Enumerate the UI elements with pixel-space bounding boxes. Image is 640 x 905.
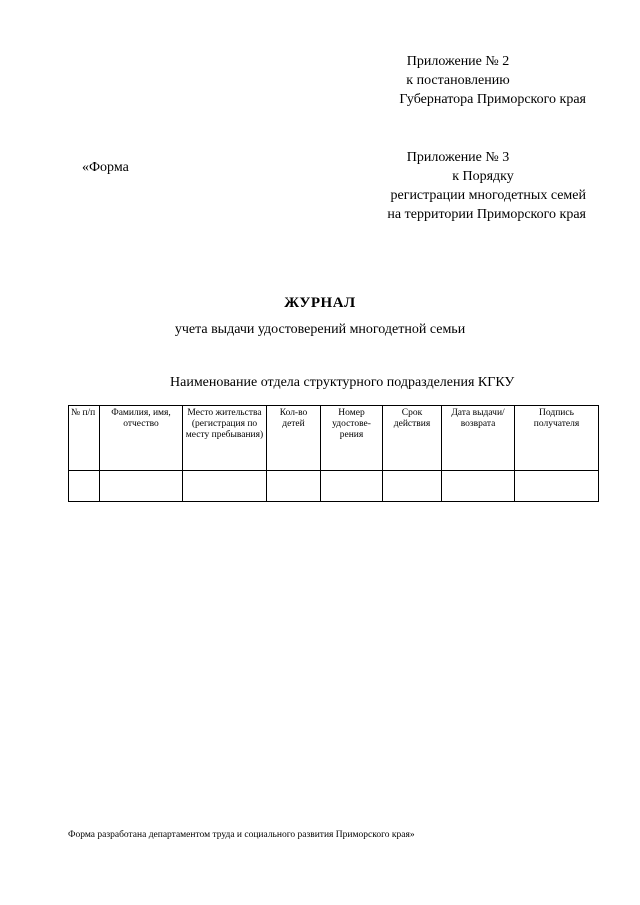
- annex-3-line1: к Порядку: [452, 169, 514, 184]
- annex-2-line2: Губернатора Приморского края: [399, 92, 586, 107]
- footer-note: Форма разработана департаментом труда и социального развития Приморского края»: [68, 830, 415, 840]
- column-header-validity: Срок действия: [383, 406, 442, 471]
- annex-2-line1: к постановлению: [406, 73, 510, 88]
- annex-2-block: [330, 52, 586, 109]
- department-name-label: Наименование отдела структурного подразделения КГКУ: [170, 375, 515, 390]
- table-cell: [383, 471, 442, 502]
- column-header-issue-return-date: Дата выдачи/ возврата: [442, 406, 515, 471]
- table-cell: [69, 471, 100, 502]
- column-header-residence: Место жительства (регистрация по месту пребывания): [183, 406, 267, 471]
- column-header-full-name: Фамилия, имя, отчество: [100, 406, 183, 471]
- column-header-certificate-number: Номер удостове-рения: [321, 406, 383, 471]
- table-cell: [267, 471, 321, 502]
- annex-3-line2: регистрации многодетных семей: [390, 188, 586, 203]
- table-cell: [442, 471, 515, 502]
- table-cell: [183, 471, 267, 502]
- annex-3-line3: на территории Приморского края: [387, 207, 586, 222]
- annex-3-block: [330, 148, 586, 224]
- table-header-row: [69, 406, 599, 471]
- journal-subtitle: учета выдачи удостоверений многодетной семьи: [174, 322, 466, 337]
- column-header-recipient-signature: Подпись получателя: [515, 406, 599, 471]
- column-header-children-count: Кол-во детей: [267, 406, 321, 471]
- column-header-number: № п/п: [69, 406, 100, 471]
- table-cell: [515, 471, 599, 502]
- table-cell: [321, 471, 383, 502]
- annex-2-title: Приложение № 2: [406, 54, 510, 69]
- table-cell: [100, 471, 183, 502]
- journal-table: [68, 405, 599, 502]
- annex-3-title: Приложение № 3: [406, 150, 510, 165]
- table-row: [69, 471, 599, 502]
- journal-title: ЖУРНАЛ: [284, 295, 356, 311]
- form-label: «Форма: [82, 160, 129, 175]
